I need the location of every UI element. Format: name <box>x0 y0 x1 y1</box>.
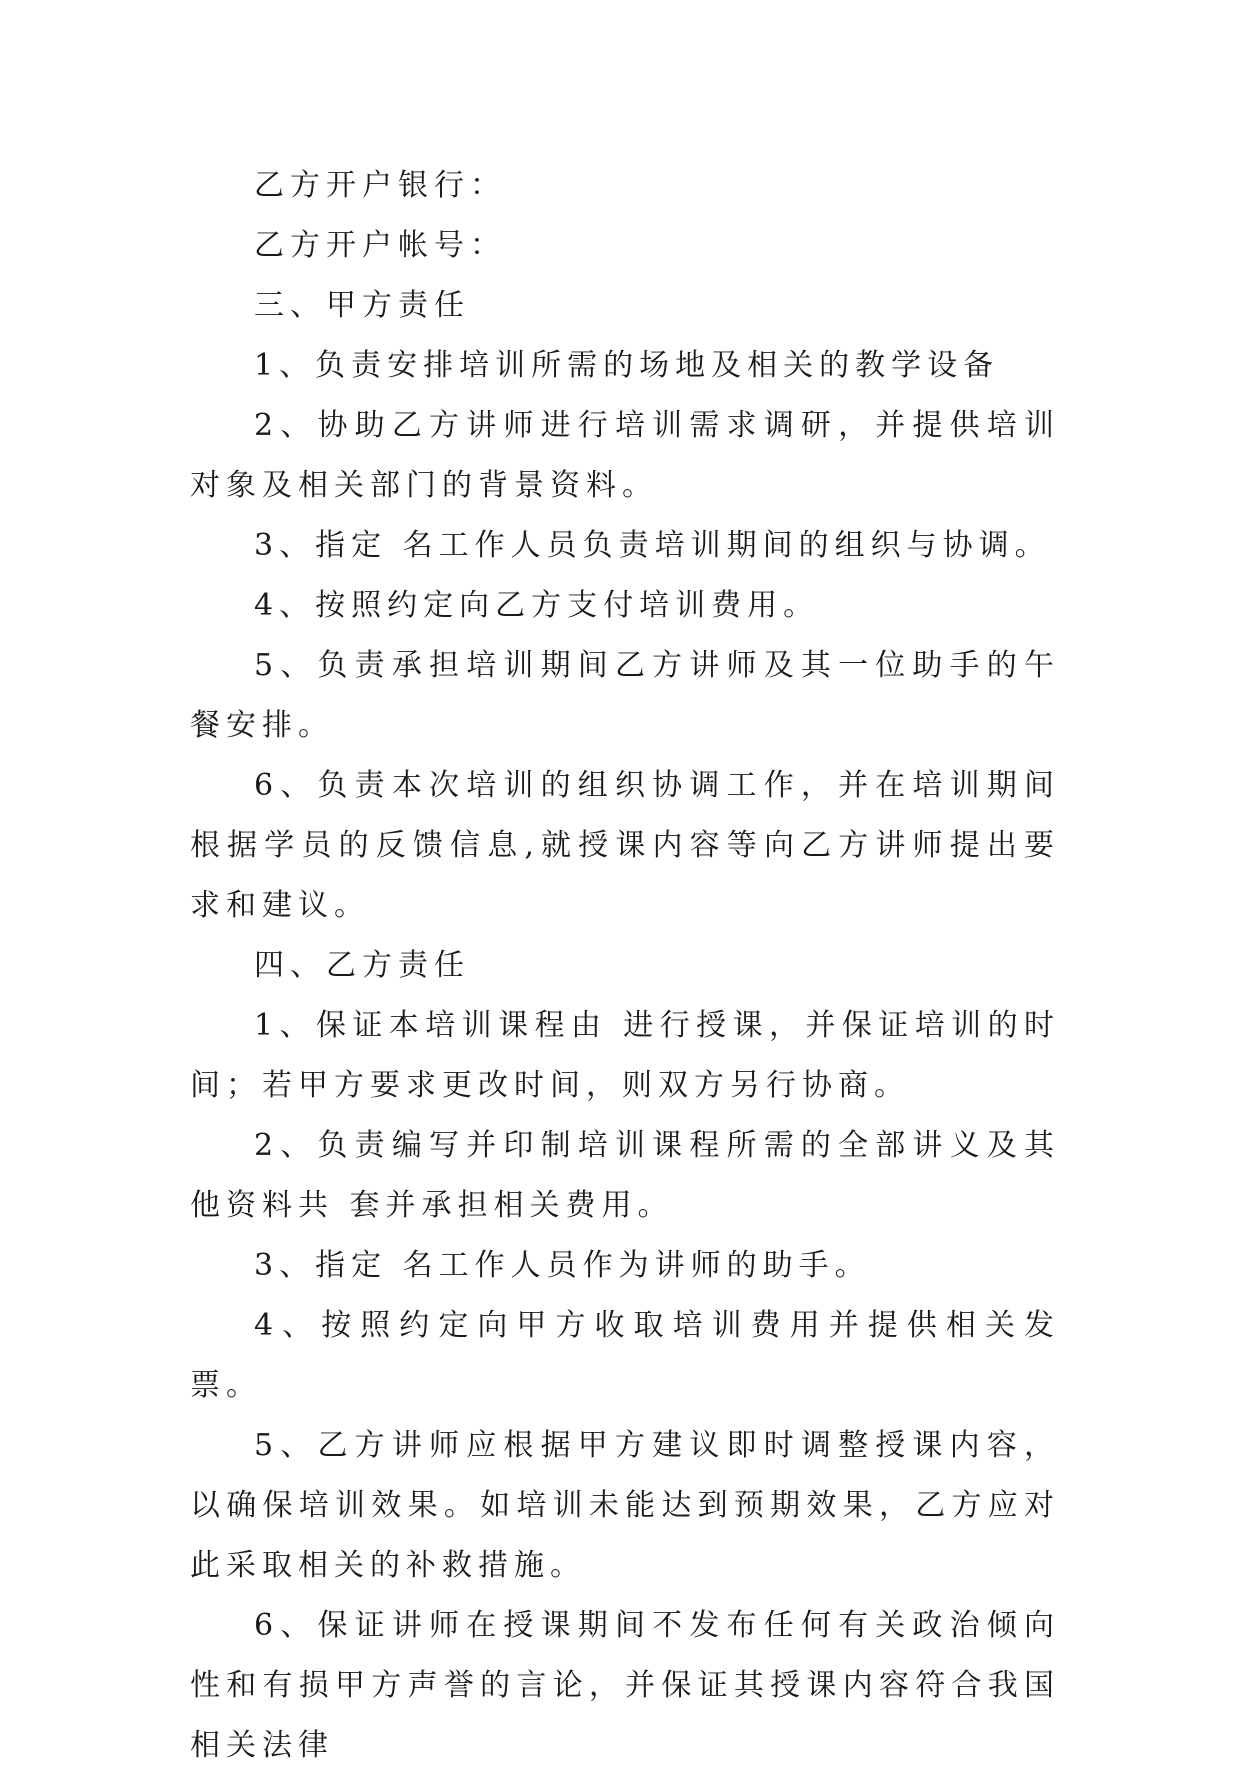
section-heading-party-a: 三、甲方责任 <box>254 288 470 323</box>
party-b-item-6: 6、保证讲师在授课期间不发布任何有关政治倾向性和有损甲方声誉的言论，并保证其授课内容符合我国相关法律 <box>190 1608 1060 1763</box>
bank-account-line: 乙方开户帐号： <box>254 228 506 263</box>
party-b-item-5: 5、乙方讲师应根据甲方建议即时调整授课内容，以确保培训效果。如培训未能达到预期效果，乙方应对此采取相关的补救措施。 <box>190 1428 1060 1583</box>
bank-name-line: 乙方开户银行： <box>254 168 506 203</box>
party-b-item-4: 4、按照约定向甲方收取培训费用并提供相关发票。 <box>190 1308 1060 1403</box>
party-b-item-1: 1、保证本培训课程由 进行授课，并保证培训的时间；若甲方要求更改时间，则双方另行协商。 <box>190 1008 1060 1103</box>
party-b-item-3: 3、指定 名工作人员作为讲师的助手。 <box>254 1248 871 1283</box>
party-a-item-4: 4、按照约定向乙方支付培训费用。 <box>254 588 820 623</box>
party-b-item-2: 2、负责编写并印制培训课程所需的全部讲义及其他资料共 套并承担相关费用。 <box>190 1128 1060 1223</box>
party-a-item-5: 5、负责承担培训期间乙方讲师及其一位助手的午餐安排。 <box>190 648 1060 743</box>
party-a-item-1: 1、负责安排培训所需的场地及相关的教学设备 <box>254 348 1000 383</box>
party-a-item-2: 2、协助乙方讲师进行培训需求调研，并提供培训对象及相关部门的背景资料。 <box>190 408 1060 503</box>
party-a-item-3: 3、指定 名工作人员负责培训期间的组织与协调。 <box>254 528 1051 563</box>
document-body <box>190 156 1060 1776</box>
party-a-item-6: 6、负责本次培训的组织协调工作，并在培训期间根据学员的反馈信息,就授课内容等向乙方讲师提出要求和建议。 <box>190 768 1060 923</box>
section-heading-party-b: 四、乙方责任 <box>254 948 470 983</box>
